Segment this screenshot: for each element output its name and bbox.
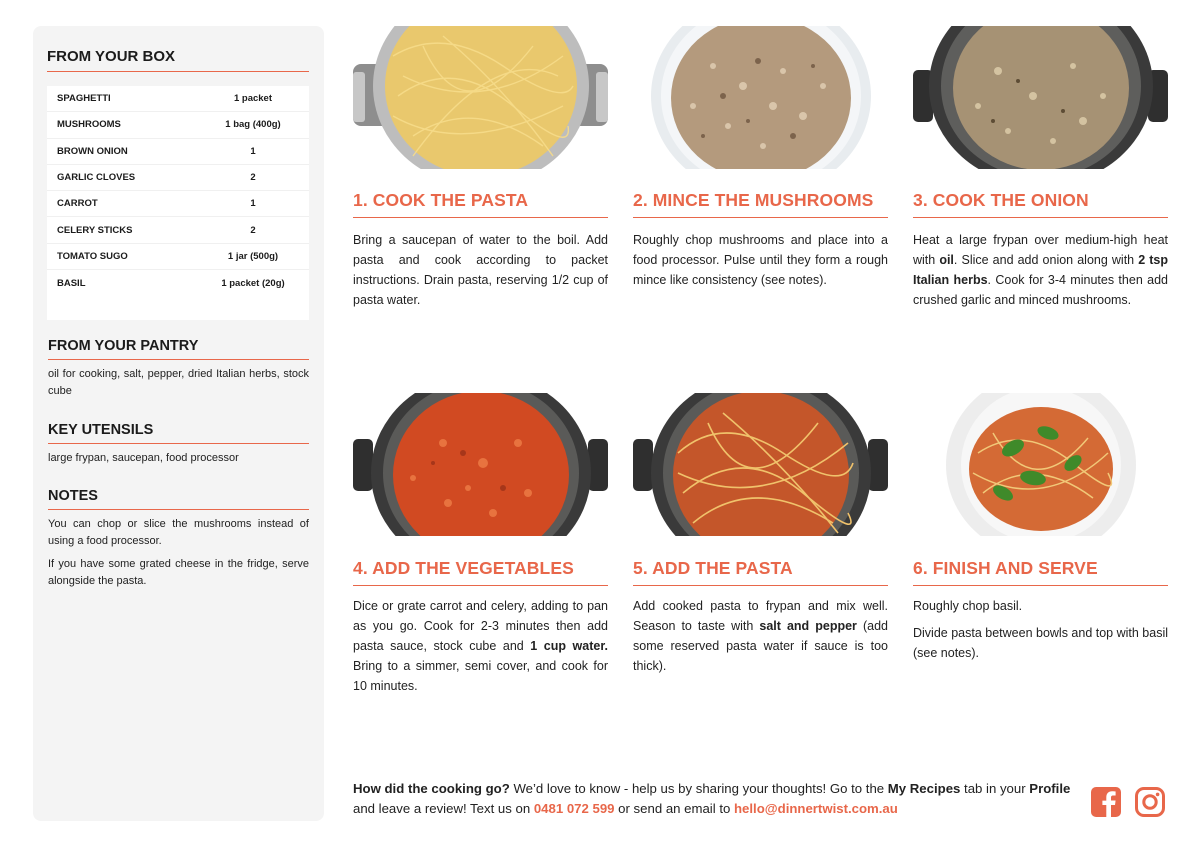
ingredient-name: MUSHROOMS <box>57 119 121 131</box>
ingredient-qty: 2 <box>250 172 256 184</box>
step-text <box>633 230 888 290</box>
step-title: 2. MINCE THE MUSHROOMS <box>633 190 888 218</box>
step-text <box>913 596 1168 670</box>
step-title: 4. ADD THE VEGETABLES <box>353 558 608 586</box>
facebook-icon[interactable] <box>1090 786 1122 818</box>
sauce-in-frypan-photo <box>353 393 608 536</box>
ingredients-table <box>47 86 309 320</box>
step-emphasis: 1 cup water. <box>530 639 608 653</box>
step-title: 3. COOK THE ONION <box>913 190 1168 218</box>
ingredient-name: BASIL <box>57 277 86 289</box>
step-text <box>353 230 608 310</box>
pantry-text: oil for cooking, salt, pepper, dried Italian herbs, stock cube <box>48 368 309 397</box>
step-title: 6. FINISH AND SERVE <box>913 558 1168 586</box>
step-title: 1. COOK THE PASTA <box>353 190 608 218</box>
utensils-title: KEY UTENSILS <box>48 422 309 444</box>
ingredient-name: SPAGHETTI <box>57 93 111 105</box>
footer-text: and leave a review! Text us on <box>353 801 534 816</box>
plated-pasta-basil-photo <box>913 393 1168 536</box>
feedback-footer <box>353 779 1073 819</box>
notes-section <box>48 488 309 596</box>
ingredient-name: GARLIC CLOVES <box>57 172 136 184</box>
notes-text <box>48 516 309 590</box>
my-recipes-link[interactable]: My Recipes <box>887 781 961 796</box>
ingredient-row <box>47 139 309 165</box>
step-text <box>353 596 608 696</box>
ingredient-name: TOMATO SUGO <box>57 250 128 262</box>
step-text-segment: Dice or grate carrot and celery, adding to pan as you go. Cook for 2-3 minutes then add pasta sauce, stock cube and <box>353 599 608 653</box>
footer-text: We’d love to know - help us by sharing your thoughts! Go to the <box>509 781 888 796</box>
ingredient-qty: 1 <box>250 198 256 210</box>
ingredient-row <box>47 270 309 296</box>
ingredient-name: CELERY STICKS <box>57 224 133 236</box>
ingredient-row <box>47 244 309 270</box>
ingredient-qty: 1 jar (500g) <box>227 250 279 262</box>
ingredient-qty: 2 <box>250 224 256 236</box>
minced-mushrooms-bowl-photo <box>633 26 888 169</box>
step-text <box>913 230 1168 310</box>
ingredient-row <box>47 165 309 191</box>
step-emphasis: salt and pepper <box>759 619 857 633</box>
ingredient-qty: 1 bag (400g) <box>225 119 281 131</box>
phone-link[interactable]: 0481 072 599 <box>533 801 615 816</box>
pantry-title: FROM YOUR PANTRY <box>48 338 309 360</box>
utensils-text: large frypan, saucepan, food processor <box>48 452 239 464</box>
step-paragraph: Divide pasta between bowls and top with basil (see notes). <box>913 626 1169 660</box>
from-your-box-title: FROM YOUR BOX <box>47 48 309 72</box>
step-emphasis: oil <box>939 253 954 267</box>
footer-text: or send an email to <box>614 801 734 816</box>
ingredient-qty: 1 <box>250 145 256 157</box>
note-item: You can chop or slice the mushrooms instead of using a food processor. <box>48 518 309 547</box>
step-text-segment: . Slice and add onion along with <box>953 253 1139 267</box>
email-link[interactable]: hello@dinnertwist.com.au <box>734 801 898 816</box>
feedback-question: How did the cooking go? <box>353 781 510 796</box>
step-text-segment: (add some reserved pasta water if sauce is too thick). <box>633 619 888 673</box>
pantry-section <box>48 338 309 400</box>
notes-title: NOTES <box>48 488 309 510</box>
instagram-icon[interactable] <box>1134 786 1166 818</box>
step-text-segment: Roughly chop mushrooms and place into a food processor. Pulse until they form a rough mince like consistency (see notes). <box>633 233 888 287</box>
ingredient-row <box>47 112 309 138</box>
step-text <box>633 596 888 676</box>
pasta-in-sauce-frypan-photo <box>633 393 888 536</box>
step-paragraph: Roughly chop basil. <box>913 599 1023 613</box>
footer-text: tab in your <box>960 781 1030 796</box>
ingredient-qty: 1 packet <box>233 93 273 105</box>
profile-link[interactable]: Profile <box>1029 781 1071 796</box>
step-emphasis: 2 tsp Italian herbs <box>913 253 1168 287</box>
step-text-segment: Bring a saucepan of water to the boil. Add pasta and cook according to packet instructions. Drain pasta, reserving 1/2 cup of pasta water. <box>353 233 608 307</box>
spaghetti-in-colander-photo <box>353 26 608 169</box>
sidebar <box>33 26 324 821</box>
ingredient-row <box>47 191 309 217</box>
step-text-segment: Bring to a simmer, semi cover, and cook for 10 minutes. <box>353 659 608 693</box>
ingredient-name: CARROT <box>57 198 98 210</box>
step-title: 5. ADD THE PASTA <box>633 558 888 586</box>
ingredient-row <box>47 86 309 112</box>
note-item: If you have some grated cheese in the fridge, serve alongside the pasta. <box>48 558 309 587</box>
ingredient-qty: 1 packet (20g) <box>221 277 285 289</box>
step-text-segment: Heat a large frypan over medium-high heat with <box>913 233 1168 267</box>
ingredient-name: BROWN ONION <box>57 145 128 157</box>
step-text-segment: Add cooked pasta to frypan and mix well. Season to taste with <box>633 599 888 633</box>
step-text-segment: . Cook for 3-4 minutes then add crushed garlic and minced mushrooms. <box>913 273 1168 307</box>
utensils-section <box>48 422 309 467</box>
mushrooms-in-frypan-photo <box>913 26 1168 169</box>
ingredient-row <box>47 217 309 243</box>
